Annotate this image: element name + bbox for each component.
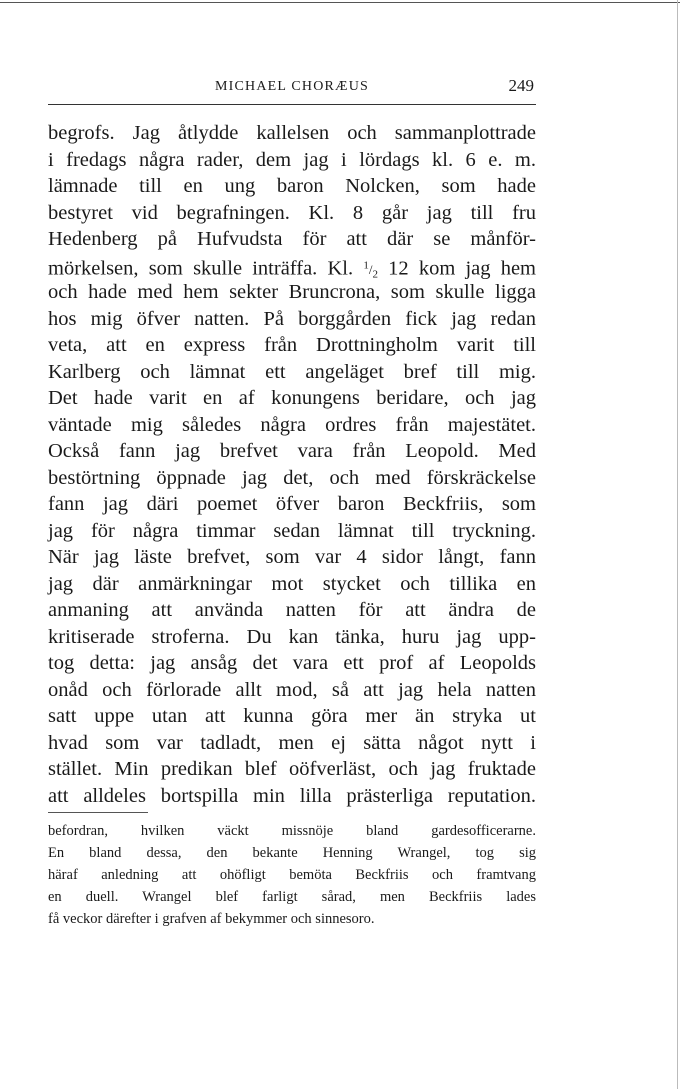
page-top-edge-rule bbox=[0, 2, 680, 3]
text-line: bestyret vid begrafningen. Kl. 8 går jag till fru bbox=[48, 201, 536, 224]
text-line: och hade med hem sekter Bruncrona, som skulle ligga bbox=[48, 281, 536, 303]
header-rule bbox=[48, 104, 536, 105]
fraction-slash: / bbox=[368, 261, 373, 277]
text-line-start: mörkelsen, som skulle inträffa. Kl. bbox=[48, 256, 364, 279]
text-line: fann jag däri poemet öfver baron Beckfriis, som bbox=[48, 493, 536, 515]
text-line: Hedenberg på Hufvudsta för att där se månför- bbox=[48, 228, 536, 250]
text-line: begrofs. Jag åtlydde kallelsen och sammanplottrade bbox=[48, 122, 536, 144]
text-line: jag där anmärkningar mot stycket och tillika en bbox=[48, 572, 536, 595]
text-line: väntade mig således några ordres från majestätet. bbox=[48, 413, 536, 436]
footnote-line: En bland dessa, den bekante Henning Wrangel, tog sig bbox=[48, 845, 536, 861]
footnote-line: häraf anledning att ohöfligt bemöta Beckfriis och framtvang bbox=[48, 867, 536, 883]
running-title: MICHAEL CHORÆUS bbox=[215, 79, 369, 94]
running-header bbox=[48, 76, 536, 100]
text-line: satt uppe utan att kunna göra mer än stryka ut bbox=[48, 705, 536, 727]
footnote-line: en duell. Wrangel blef farligt sårad, men Beckfriis lades bbox=[48, 889, 536, 905]
text-line-with-fraction bbox=[48, 253, 536, 280]
page-right-edge bbox=[677, 0, 678, 1089]
footnote-rule bbox=[48, 812, 148, 813]
text-line: Det hade varit en af konungens beridare, och jag bbox=[48, 387, 536, 409]
text-line: stället. Min predikan blef oöfverläst, och jag fruktade bbox=[48, 758, 536, 780]
text-line: hvad som var tadladt, men ej sätta något nytt i bbox=[48, 731, 536, 754]
page-number: 249 bbox=[508, 76, 534, 95]
text-line: i fredags några rader, dem jag i lördags kl. 6 e. m. bbox=[48, 148, 536, 171]
text-line: bestörtning öppnade jag det, och med förskräckelse bbox=[48, 466, 536, 489]
footnote bbox=[48, 820, 536, 930]
text-line: Karlberg och lämnat ett angeläget bref till mig. bbox=[48, 360, 536, 383]
text-line: Också fann jag brefvet vara från Leopold. Med bbox=[48, 440, 536, 462]
text-line: jag för några timmar sedan lämnat till tryckning. bbox=[48, 519, 536, 542]
text-line-end: 12 kom jag hem bbox=[377, 256, 537, 279]
text-line: När jag läste brefvet, som var 4 sidor långt, fann bbox=[48, 546, 536, 568]
fraction-numerator: 1 bbox=[363, 259, 369, 272]
text-line: lämnade till en ung baron Nolcken, som hade bbox=[48, 175, 536, 197]
half-fraction bbox=[363, 259, 378, 281]
text-line: veta, att en express från Drottningholm varit till bbox=[48, 334, 536, 356]
text-line: kritiserade stroferna. Du kan tänka, huru jag upp- bbox=[48, 625, 536, 648]
text-line: hos mig öfver natten. På borggården fick jag redan bbox=[48, 307, 536, 330]
fraction-denominator: 2 bbox=[372, 268, 378, 281]
text-line: onåd och förlorade allt mod, så att jag hela natten bbox=[48, 678, 536, 701]
text-line: att alldeles bortspilla min lilla prästerliga reputation. bbox=[48, 784, 536, 807]
footnote-line: få veckor därefter i grafven af bekymmer och sinnesoro. bbox=[48, 911, 375, 927]
text-line: tog detta: jag ansåg det vara ett prof af Leopolds bbox=[48, 652, 536, 674]
text-line: anmaning att använda natten för att ändra de bbox=[48, 599, 536, 621]
footnote-line: befordran, hvilken väckt missnöje bland gardesofficerarne. bbox=[48, 823, 536, 839]
body-text bbox=[48, 120, 536, 809]
